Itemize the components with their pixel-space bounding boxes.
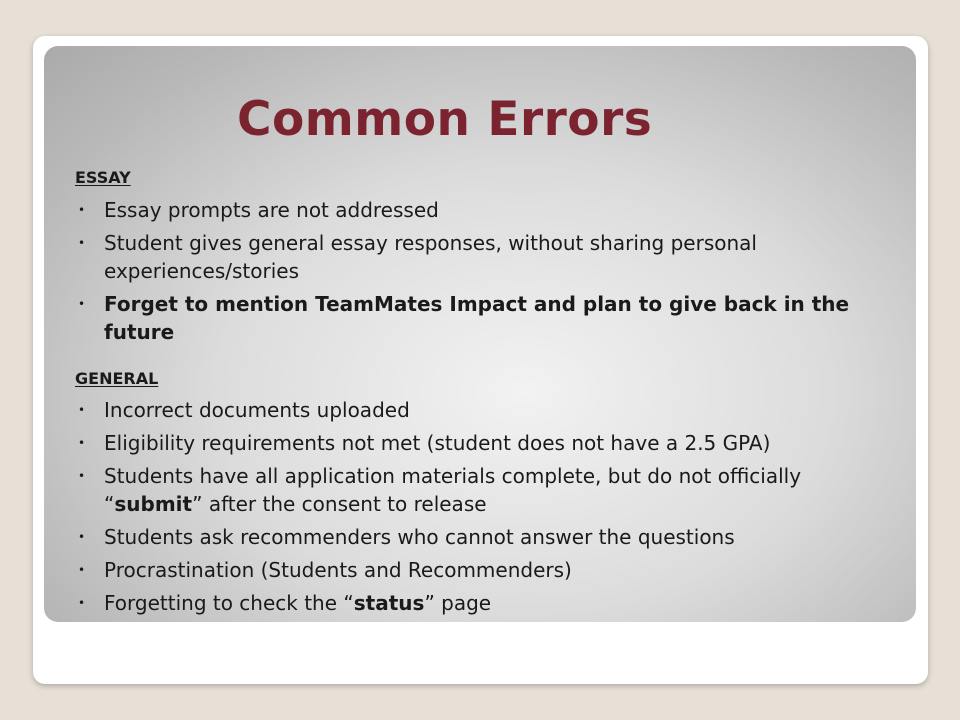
- list-item-text: [104, 464, 801, 516]
- list-item: [75, 462, 865, 518]
- list-item-text-before: Forgetting to check the “: [104, 591, 354, 615]
- bullet-icon: •: [78, 596, 86, 610]
- list-item-text: Essay prompts are not addressed: [104, 198, 439, 222]
- slide-title: Common Errors: [237, 92, 653, 147]
- section-heading-general: GENERAL: [75, 369, 159, 388]
- list-item-text: Incorrect documents uploaded: [104, 398, 410, 422]
- list-item-text: Students ask recommenders who cannot answer the questions: [104, 525, 735, 549]
- list-item: [75, 290, 865, 346]
- bullet-icon: •: [78, 403, 86, 417]
- list-item: [75, 523, 865, 551]
- list-item-text-before: Students have all application materials complete, but do not officially “: [104, 464, 802, 516]
- bullet-icon: •: [78, 297, 86, 311]
- bullet-list-essay: [75, 196, 865, 346]
- list-item-text: Eligibility requirements not met (student does not have a 2.5 GPA): [104, 431, 771, 455]
- bullet-icon: •: [78, 203, 86, 217]
- list-item: [75, 229, 865, 285]
- bullet-icon: •: [78, 436, 86, 450]
- bullet-icon: •: [78, 563, 86, 577]
- list-item-text: Student gives general essay responses, without sharing personal experiences/stories: [104, 231, 757, 283]
- emphasis-submit: submit: [114, 492, 193, 516]
- list-item: [75, 589, 865, 617]
- list-item: [75, 396, 865, 424]
- list-item: [75, 196, 865, 224]
- bullet-icon: •: [78, 530, 86, 544]
- list-item-text-after: ” after the consent to release: [192, 492, 487, 516]
- list-item: [75, 556, 865, 584]
- list-item: [75, 429, 865, 457]
- list-item-text-after: ” page: [424, 591, 492, 615]
- section-heading-essay: ESSAY: [75, 168, 131, 187]
- bullet-list-general: [75, 396, 865, 617]
- list-item-text: Forget to mention TeamMates Impact and plan to give back in the future: [104, 292, 850, 344]
- emphasis-status: status: [353, 591, 425, 615]
- list-item-text: Procrastination (Students and Recommenders): [104, 558, 572, 582]
- bullet-icon: •: [78, 236, 86, 250]
- list-item-text: [104, 591, 491, 615]
- bullet-icon: •: [78, 469, 86, 483]
